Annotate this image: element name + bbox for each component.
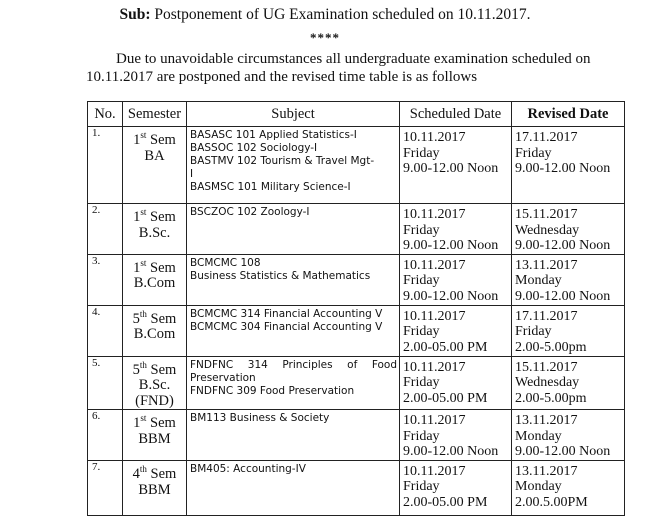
semester-number: 4 bbox=[132, 465, 140, 482]
semester-program: B.Sc. bbox=[138, 377, 171, 394]
scheduled-value: 2.00-05.00 PM bbox=[403, 494, 488, 510]
scheduled-date-cell bbox=[400, 254, 512, 305]
scheduled-value: 9.00-12.00 Noon bbox=[403, 161, 499, 176]
revised-date-cell bbox=[512, 305, 625, 356]
semester-program-2: (FND) bbox=[135, 393, 174, 410]
scheduled-value: 2.00-05.00 PM bbox=[403, 390, 488, 406]
separator: **** bbox=[310, 30, 340, 45]
subject-label: Sub: bbox=[119, 6, 151, 23]
revised-value: Monday bbox=[515, 428, 562, 444]
subject-line: BCMCMC 314 Financial Accounting V bbox=[190, 307, 383, 320]
table-row bbox=[88, 410, 625, 461]
subject-line: FNDFNC 309 Food Preservation bbox=[190, 384, 355, 397]
revised-date-cell bbox=[512, 410, 625, 461]
scheduled-value: Friday bbox=[403, 273, 440, 288]
semester-number: 1 bbox=[133, 208, 141, 225]
scheduled-value: Friday bbox=[403, 222, 440, 238]
subject-line: BSCZOC 102 Zoology-I bbox=[190, 206, 310, 218]
semester-suffix: st bbox=[140, 130, 147, 140]
subject-line: BASSOC 102 Sociology-I bbox=[190, 142, 318, 154]
table-row bbox=[88, 204, 625, 255]
subject-cell bbox=[187, 204, 400, 255]
timetable bbox=[87, 101, 625, 516]
revised-value: 17.11.2017 bbox=[515, 130, 578, 145]
paragraph-line-1: Due to unavoidable circumstances all undergraduate examination scheduled on bbox=[116, 51, 591, 67]
subject-line: FNDFNC 314 Principles of Food bbox=[190, 358, 397, 371]
revised-value: Monday bbox=[515, 273, 562, 288]
semester-word: Sem bbox=[150, 465, 177, 482]
revised-value: 17.11.2017 bbox=[515, 308, 578, 324]
header-row bbox=[88, 102, 625, 127]
scheduled-date-cell bbox=[400, 305, 512, 356]
revised-value: 13.11.2017 bbox=[515, 257, 578, 273]
subject-line: BASTMV 102 Tourism & Travel Mgt- bbox=[190, 155, 375, 167]
semester-program: BBM bbox=[138, 481, 171, 498]
row-number: 6. bbox=[88, 410, 123, 461]
revised-date-cell bbox=[512, 460, 625, 515]
semester-word: Sem bbox=[150, 131, 176, 148]
semester-suffix: st bbox=[140, 207, 147, 217]
semester-number: 1 bbox=[133, 131, 141, 148]
semester-suffix: th bbox=[139, 308, 147, 319]
table-row bbox=[88, 460, 625, 515]
scheduled-value: 10.11.2017 bbox=[403, 413, 466, 429]
revised-value: 13.11.2017 bbox=[515, 413, 578, 429]
revised-value: 9.00-12.00 Noon bbox=[515, 288, 611, 304]
revised-value: Friday bbox=[515, 145, 552, 161]
semester-number: 5 bbox=[132, 361, 140, 378]
semester-suffix: th bbox=[139, 463, 147, 474]
semester-cell bbox=[123, 305, 187, 356]
row-number: 2. bbox=[88, 204, 123, 255]
scheduled-value: Friday bbox=[403, 428, 440, 444]
header-scheduled-date: Scheduled Date bbox=[400, 102, 512, 127]
semester-cell bbox=[123, 460, 187, 515]
header-semester: Semester bbox=[123, 102, 187, 127]
semester-program: BBM bbox=[138, 431, 171, 448]
row-number: 4. bbox=[88, 305, 123, 356]
revised-value: 9.00-12.00 Noon bbox=[515, 238, 611, 253]
semester-cell bbox=[123, 127, 187, 204]
subject-cell bbox=[187, 410, 400, 461]
semester-program: B.Com bbox=[133, 326, 176, 343]
scheduled-value: 9.00-12.00 Noon bbox=[403, 444, 499, 460]
subject-line: BCMCMC 304 Financial Accounting V bbox=[190, 320, 383, 333]
subject-cell bbox=[187, 356, 400, 410]
header-no: No. bbox=[88, 102, 123, 127]
semester-word: Sem bbox=[150, 259, 176, 276]
revised-value: 9.00-12.00 Noon bbox=[515, 161, 611, 176]
semester-number: 5 bbox=[132, 310, 140, 327]
scheduled-date-cell bbox=[400, 356, 512, 410]
subject-cell bbox=[187, 127, 400, 204]
subject-line: BASMSC 101 Military Science-I bbox=[190, 181, 351, 193]
revised-date-cell bbox=[512, 127, 625, 204]
semester-number: 1 bbox=[133, 259, 141, 276]
semester-word: Sem bbox=[150, 310, 177, 327]
revised-value: Friday bbox=[515, 324, 552, 339]
scheduled-value: 10.11.2017 bbox=[403, 359, 466, 375]
scheduled-value: 9.00-12.00 Noon bbox=[403, 288, 499, 304]
revised-value: Monday bbox=[515, 479, 562, 495]
subject-line: Business Statistics & Mathematics bbox=[190, 269, 371, 282]
scheduled-date-cell bbox=[400, 460, 512, 515]
semester-suffix: st bbox=[140, 413, 147, 424]
header-revised-date: Revised Date bbox=[512, 102, 625, 127]
scheduled-value: 10.11.2017 bbox=[403, 207, 466, 222]
revised-value: 2.00-5.00pm bbox=[515, 339, 587, 355]
revised-date-cell bbox=[512, 356, 625, 410]
revised-value: 9.00-12.00 Noon bbox=[515, 444, 611, 460]
row-number: 1. bbox=[88, 127, 123, 204]
header-subject: Subject bbox=[187, 102, 400, 127]
table-row bbox=[88, 305, 625, 356]
scheduled-date-cell bbox=[400, 127, 512, 204]
revised-value: 2.00.5.00PM bbox=[515, 494, 588, 510]
revised-value: Wednesday bbox=[515, 375, 580, 390]
semester-cell bbox=[123, 410, 187, 461]
subject-line bbox=[0, 6, 650, 24]
semester-suffix: st bbox=[140, 257, 147, 268]
scheduled-value: 10.11.2017 bbox=[403, 130, 466, 145]
subject-line: BCMCMC 108 bbox=[190, 256, 261, 269]
subject-text: Postponement of UG Examination scheduled on 10.11.2017. bbox=[154, 6, 531, 23]
revised-value: 2.00-5.00pm bbox=[515, 390, 587, 406]
revised-value: Wednesday bbox=[515, 222, 580, 238]
paragraph-line-2: 10.11.2017 are postponed and the revised time table is as follows bbox=[86, 69, 478, 85]
semester-program: B.Sc. bbox=[138, 224, 171, 241]
scheduled-value: 2.00-05.00 PM bbox=[403, 339, 488, 355]
semester-word: Sem bbox=[150, 415, 176, 432]
scheduled-value: Friday bbox=[403, 375, 440, 390]
semester-cell bbox=[123, 254, 187, 305]
subject-cell bbox=[187, 305, 400, 356]
subject-line: I bbox=[190, 168, 194, 180]
revised-value: 15.11.2017 bbox=[515, 207, 578, 222]
scheduled-value: Friday bbox=[403, 324, 440, 339]
subject-cell bbox=[187, 460, 400, 515]
semester-cell bbox=[123, 356, 187, 410]
subject-cell bbox=[187, 254, 400, 305]
table-row bbox=[88, 254, 625, 305]
semester-word: Sem bbox=[150, 208, 176, 225]
table-row bbox=[88, 356, 625, 410]
revised-date-cell bbox=[512, 254, 625, 305]
scheduled-value: 10.11.2017 bbox=[403, 308, 466, 324]
table-row bbox=[88, 127, 625, 204]
subject-line: BASASC 101 Applied Statistics-I bbox=[190, 129, 357, 141]
scheduled-date-cell bbox=[400, 204, 512, 255]
notice-paragraph bbox=[86, 50, 616, 86]
scheduled-value: 10.11.2017 bbox=[403, 257, 466, 273]
semester-word: Sem bbox=[150, 361, 177, 378]
row-number: 5. bbox=[88, 356, 123, 410]
semester-number: 1 bbox=[133, 415, 141, 432]
row-number: 3. bbox=[88, 254, 123, 305]
semester-suffix: th bbox=[139, 359, 147, 370]
semester-program: B.Com bbox=[133, 275, 176, 292]
revised-value: 13.11.2017 bbox=[515, 463, 578, 479]
scheduled-value: Friday bbox=[403, 479, 440, 495]
subject-line: BM113 Business & Society bbox=[190, 412, 330, 425]
scheduled-value: 10.11.2017 bbox=[403, 463, 466, 479]
scheduled-value: Friday bbox=[403, 145, 440, 161]
scheduled-date-cell bbox=[400, 410, 512, 461]
subject-line: BM405: Accounting-IV bbox=[190, 462, 306, 475]
semester-program: BA bbox=[144, 147, 165, 164]
row-number: 7. bbox=[88, 460, 123, 515]
revised-value: 15.11.2017 bbox=[515, 359, 578, 375]
revised-date-cell bbox=[512, 204, 625, 255]
subject-line: Preservation bbox=[190, 371, 256, 384]
scheduled-value: 9.00-12.00 Noon bbox=[403, 238, 499, 253]
semester-cell bbox=[123, 204, 187, 255]
